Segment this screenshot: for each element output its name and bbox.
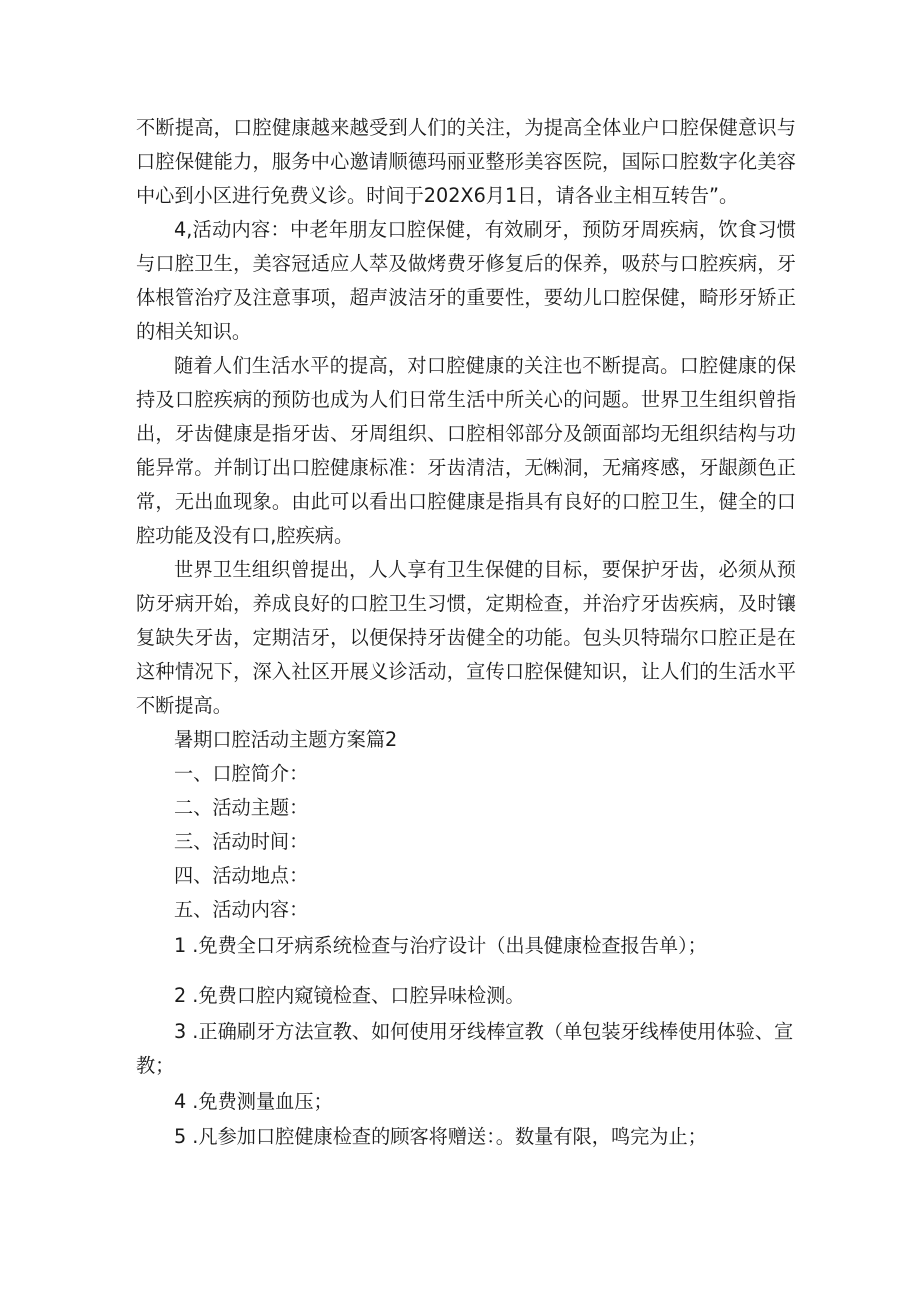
content-item-1: 1 .免费全口牙病系统检查与治疗设计（出具健康检查报告单）； — [174, 934, 707, 957]
paragraph-4: 世界卫生组织曾提出，人人享有卫生保健的目标，要保护牙齿，必须从预防牙病开始，养成良好的口腔卫生习惯，定期检查，并治疗牙齿疾病，及时镶复缺失牙齿，定期洁牙，以便保持牙齿健全的功能。包头贝特瑞尔口腔正是在这种情况下，深入社区开展义诊活动，宣传口腔保健知识，让人们的生活水平不断提高。 — [136, 558, 796, 717]
content-item-4: 4 .免费测量血压； — [174, 1090, 333, 1113]
section-title: 暑期口腔活动主题方案篇2 — [174, 728, 398, 751]
paragraph-2: 4,活动内容：中老年朋友口腔保健，有效刷牙，预防牙周疾病，饮食习惯与口腔卫生，美容冠适应人萃及做烤费牙修复后的保养，吸菸与口腔疾病，牙体根管治疗及注意事项，超声波洁牙的重要性，要幼儿口腔保健，畸形牙矫正的相关知识。 — [136, 218, 796, 343]
outline-item-1: 一、口腔简介： — [174, 762, 309, 785]
outline-item-3: 三、活动时间： — [174, 830, 309, 853]
outline-item-5: 五、活动内容： — [174, 898, 309, 921]
content-item-2: 2 .免费口腔内窥镜检查、口腔异味检测。 — [174, 984, 525, 1007]
outline-item-2: 二、活动主题： — [174, 796, 309, 819]
outline-item-4: 四、活动地点： — [174, 864, 309, 887]
paragraph-3: 随着人们生活水平的提高，对口腔健康的关注也不断提高。口腔健康的保持及口腔疾病的预防也成为人们日常生活中所关心的问题。世界卫生组织曾指出，牙齿健康是指牙齿、牙周组织、口腔相邻部分及颌面部均无组织结构与功能异常。并制订出口腔健康标准：牙齿清洁，无㈱洞，无痛疼感，牙龈颜色正常，无出血现象。由此可以看出口腔健康是指具有良好的口腔卫生，健全的口腔功能及没有口,腔疾病。 — [136, 354, 796, 547]
content-item-3: 3 .正确刷牙方法宣教、如何使用牙线棒宣教（单包装牙线棒使用体验、宣教； — [136, 1020, 794, 1077]
content-item-5: 5 .凡参加口腔健康检查的顾客将赠送：。数量有限，鸣完为止； — [174, 1125, 707, 1148]
paragraph-1: 不断提高，口腔健康越来越受到人们的关注，为提高全体业户口腔保健意识与口腔保健能力，服务中心邀请顺德玛丽亚整形美容医院，国际口腔数字化美容中心到小区进行免费义诊。时间于202X6月1日，请各业主相互转告”。 — [136, 116, 796, 207]
